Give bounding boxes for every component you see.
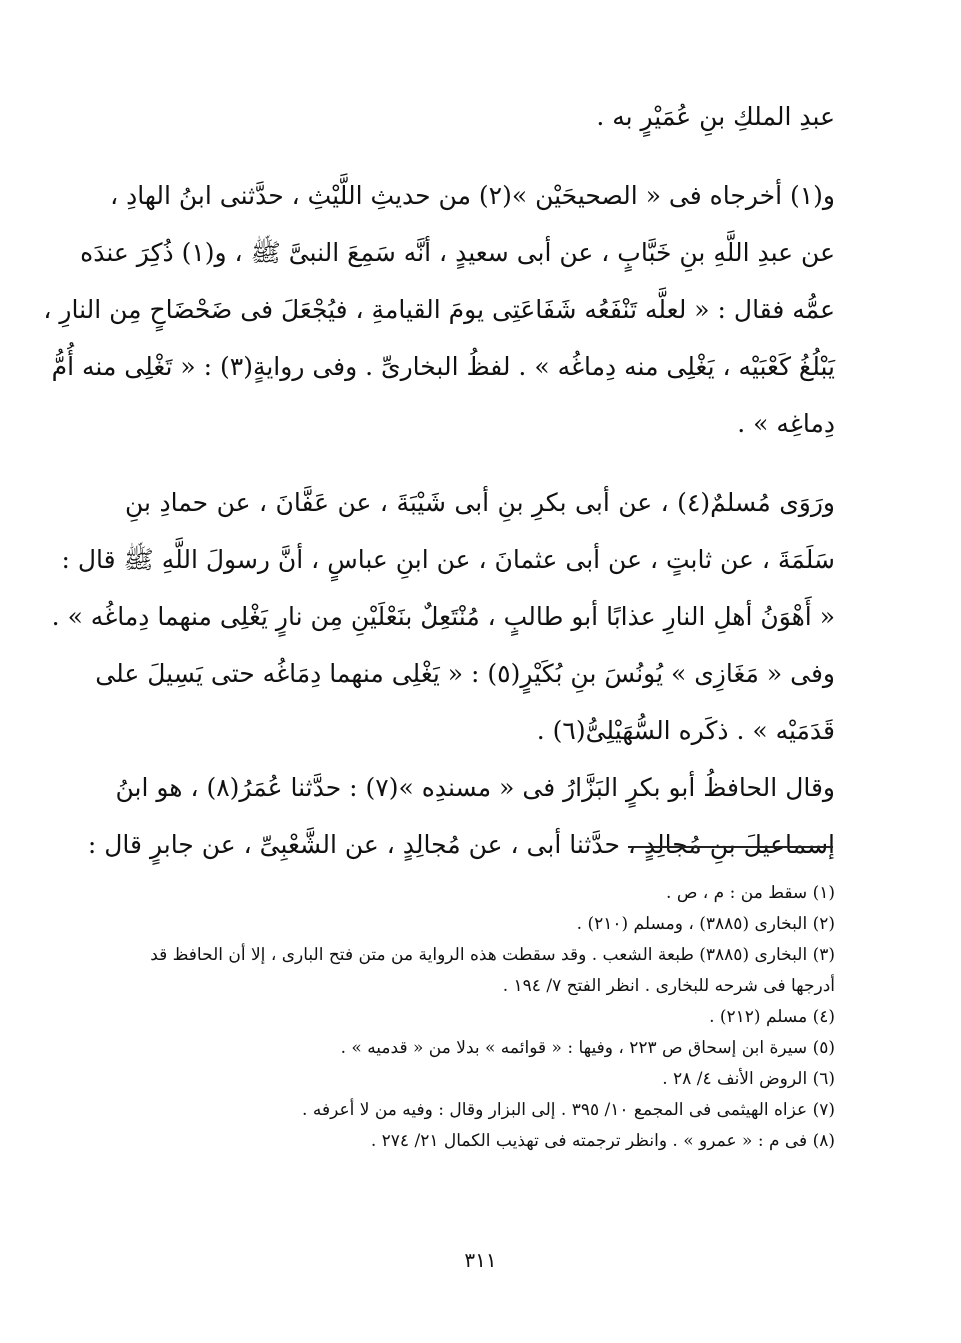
paragraph-gap: [125, 452, 835, 474]
body-line: عبدِ الملكِ بنِ عُمَيْرٍ به .: [596, 102, 835, 131]
footnote: (٦) الروض الأنف ٤/ ٢٨ .: [662, 1069, 835, 1089]
footnote: (٨) فى م : « عمرو » . وانظر ترجمته فى تهذيب الكمال ٢١/ ٢٧٤ .: [370, 1131, 835, 1151]
body-line: يَبْلُغُ كَعْبَيْه ، يَغْلِى منه دِماغُه » . لفظُ البخارىِّ . وفى روايةٍ(٣) : « تَغْلِى منه أُمُّ: [51, 352, 835, 381]
footnote: (٥) سيرة ابن إسحاق ص ٢٢٣ ، وفيها : « قوائمه » بدلا من « قدميه » .: [340, 1038, 835, 1058]
body-line: وفى « مَغَازِى » يُونُسَ بنِ بُكَيْرٍ(٥) : « يَغْلِى منهما دِمَاغُه حتى يَسِيلَ على: [95, 659, 835, 688]
page-number: ٣١١: [464, 1248, 497, 1272]
footnotes: [125, 878, 835, 1157]
footnote: (٤) مسلم (٢١٢) .: [709, 1007, 835, 1027]
body-line: دِماغِه » .: [737, 409, 835, 438]
body-line: « أَهْوَنُ أهلِ النارِ عذابًا أبو طالبٍ ، مُنْتَعِلٌ بنَعْلَيْنِ مِن نارٍ يَغْلِى منهما دِماغُه » .: [51, 602, 835, 631]
body-line: سَلَمَةَ ، عن ثابتٍ ، عن أبى عثمانَ ، عن ابنِ عباسٍ ، أنَّ رسولَ اللَّهِ ﷺ قال :: [61, 545, 835, 574]
body-line: ورَوَى مُسلمٌ(٤) ، عن أبى بكرِ بنِ أبى شَيْبَةَ ، عن عَفَّانَ ، عن حمادِ بنِ: [125, 488, 835, 517]
body-line: قَدَمَيْه » . ذكَره السُّهَيْلِىُّ(٦) .: [536, 716, 835, 745]
body-line: عمُّه فقال : « لعلَّه تَنْفَعُه شَفَاعَتِى يومَ القيامةِ ، فيُجْعَلَ فى ضَحْضَاحٍ مِن النارِ ،: [43, 295, 835, 324]
footnote: (٣) البخارى (٣٨٨٥) طبعة الشعب . وقد سقطت هذه الرواية من متن فتح البارى ، إلا أن الحافظ قد: [150, 945, 835, 965]
footnote-continuation: أدرجها فى شرحه للبخارى . انظر الفتح ٧/ ١٩٤ .: [502, 976, 835, 996]
footnote: (٢) البخارى (٣٨٨٥) ، ومسلم (٢١٠) .: [576, 914, 835, 934]
body-line: عن عبدِ اللَّهِ بنِ خَبَّابٍ ، عن أبى سعيدٍ ، أنَّه سَمِعَ النبىَّ ﷺ ، و(١) ذُكِرَ عندَه: [80, 238, 835, 267]
body-line: إسماعيلَ بنِ مُجالِدٍ ، حدَّثنا أبى ، عن مُجالِدٍ ، عن الشَّعْبِىِّ ، عن جابرٍ قال :: [87, 830, 835, 859]
main-text: [43, 88, 835, 873]
footnote: (١) سقط من : م ، ص .: [666, 883, 835, 903]
footnote: (٧) عزاه الهيثمى فى المجمع ١٠/ ٣٩٥ . إلى البزار وقال : وفيه من لا أعرفه .: [302, 1100, 835, 1120]
body-line: وقال الحافظُ أبو بكرٍ البَزَّارُ فى « مسندِه »(٧) : حدَّثنا عُمَرُ(٨) ، هو ابنُ: [115, 773, 835, 802]
paragraph-gap: [125, 145, 835, 167]
footnote-separator: [628, 846, 833, 848]
body-line: و(١) أخرجاه فى « الصحيحَيْن »(٢) من حديثِ اللَّيْثِ ، حدَّثنى ابنُ الهادِ ،: [110, 181, 835, 210]
